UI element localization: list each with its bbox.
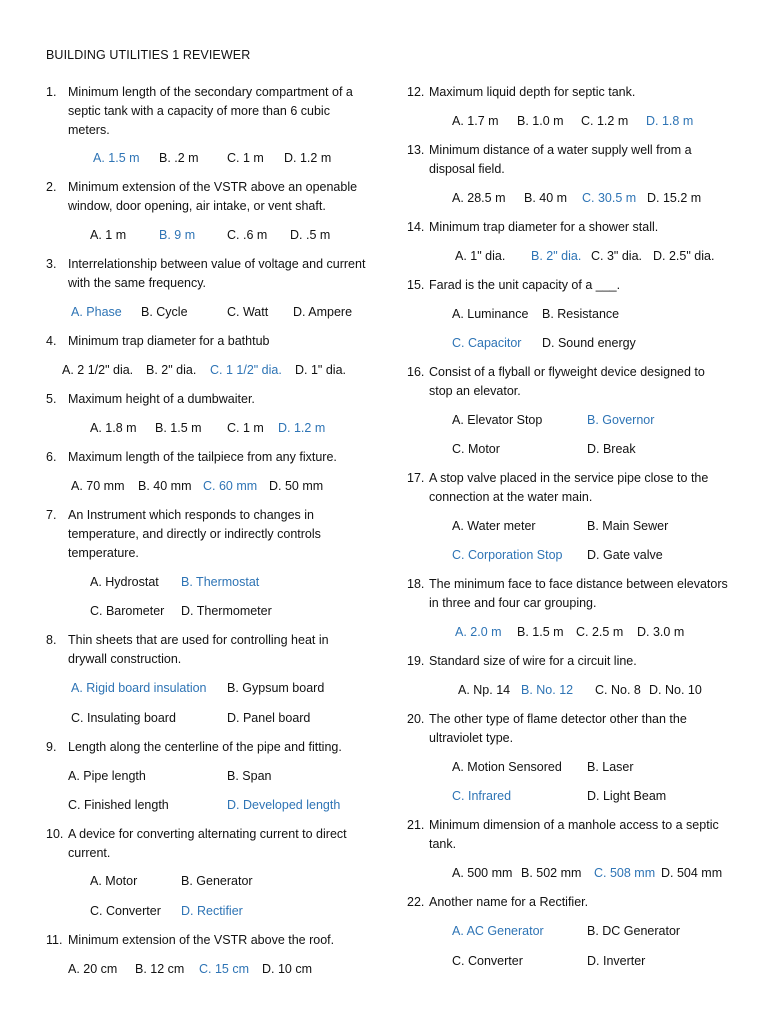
question-20 bbox=[407, 710, 729, 748]
option-c-answer: C. 15 cm bbox=[199, 962, 250, 976]
option-c: C. No. 8 bbox=[595, 683, 641, 697]
question-number: 11. bbox=[46, 933, 63, 947]
option-a-answer: A. AC Generator bbox=[452, 924, 544, 938]
question-2 bbox=[46, 178, 368, 216]
question-22 bbox=[407, 893, 729, 912]
question-number: 13. bbox=[407, 143, 425, 157]
question-text: Another name for a Rectifier. bbox=[429, 895, 589, 909]
option-c-answer: C. 30.5 m bbox=[582, 191, 637, 205]
option-b: B. 2" dia. bbox=[146, 363, 197, 377]
question-text: Thin sheets that are used for controlling heat in drywall construction. bbox=[68, 633, 329, 666]
question-text: Minimum length of the secondary compartment of a septic tank with a capacity of more than 6 cubic meters. bbox=[68, 85, 353, 137]
option-c: C. Barometer bbox=[90, 604, 165, 618]
question-9 bbox=[46, 738, 368, 757]
option-a: A. Water meter bbox=[452, 519, 536, 533]
option-c: C. 1.2 m bbox=[581, 114, 629, 128]
question-4 bbox=[46, 332, 368, 351]
question-10 bbox=[46, 825, 368, 863]
question-number: 21. bbox=[407, 818, 425, 832]
question-text: Minimum trap diameter for a shower stall. bbox=[429, 220, 659, 234]
question-text: The other type of flame detector other than the ultraviolet type. bbox=[429, 712, 687, 745]
option-a: A. 1 m bbox=[90, 228, 127, 242]
option-d: D. 10 cm bbox=[262, 962, 313, 976]
option-a: A. Np. 14 bbox=[458, 683, 511, 697]
option-d: D. 1" dia. bbox=[295, 363, 346, 377]
question-8 bbox=[46, 631, 368, 669]
option-d: D. No. 10 bbox=[649, 683, 702, 697]
option-c: C. 1 m bbox=[227, 421, 264, 435]
option-d: D. .5 m bbox=[290, 228, 331, 242]
option-d: D. Light Beam bbox=[587, 789, 667, 803]
option-c: C. 1 m bbox=[227, 151, 264, 165]
question-number: 2. bbox=[46, 180, 57, 194]
question-text: Maximum height of a dumbwaiter. bbox=[68, 392, 255, 406]
option-d: D. Break bbox=[587, 442, 636, 456]
option-b-answer: B. 2" dia. bbox=[531, 249, 582, 263]
option-a: A. Motion Sensored bbox=[452, 760, 562, 774]
question-text: A device for converting alternating current to direct current. bbox=[68, 827, 347, 860]
option-a: A. 70 mm bbox=[71, 479, 125, 493]
option-b: B. .2 m bbox=[159, 151, 199, 165]
option-a: A. 28.5 m bbox=[452, 191, 506, 205]
option-c: C. Watt bbox=[227, 305, 269, 319]
question-12 bbox=[407, 83, 729, 102]
option-b-answer: B. 9 m bbox=[159, 228, 196, 242]
option-a-answer: A. Phase bbox=[71, 305, 122, 319]
option-c: C. Motor bbox=[452, 442, 500, 456]
option-b: B. 502 mm bbox=[521, 866, 582, 880]
option-c: C. 3" dia. bbox=[591, 249, 642, 263]
question-text: Standard size of wire for a circuit line. bbox=[429, 654, 637, 668]
option-b: B. Resistance bbox=[542, 307, 620, 321]
option-a-answer: A. 1.5 m bbox=[93, 151, 140, 165]
option-a: A. Hydrostat bbox=[90, 575, 159, 589]
question-16 bbox=[407, 363, 729, 401]
question-number: 7. bbox=[46, 508, 57, 522]
question-text: Minimum extension of the VSTR above the roof. bbox=[68, 933, 335, 947]
question-text: Farad is the unit capacity of a ___. bbox=[429, 278, 621, 292]
question-text: Minimum distance of a water supply well from a disposal field. bbox=[429, 143, 692, 176]
option-a: A. Luminance bbox=[452, 307, 529, 321]
option-c-answer: C. 60 mm bbox=[203, 479, 258, 493]
question-number: 14. bbox=[407, 220, 425, 234]
question-14 bbox=[407, 218, 729, 237]
option-a: A. 20 cm bbox=[68, 962, 118, 976]
question-text: Minimum dimension of a manhole access to a septic tank. bbox=[429, 818, 719, 851]
option-a: A. 1" dia. bbox=[455, 249, 506, 263]
question-number: 16. bbox=[407, 365, 425, 379]
question-number: 20. bbox=[407, 712, 425, 726]
option-b: B. 1.5 m bbox=[517, 625, 564, 639]
option-c-answer: C. 508 mm bbox=[594, 866, 656, 880]
option-a: A. 500 mm bbox=[452, 866, 513, 880]
option-c: C. Insulating board bbox=[71, 711, 176, 725]
option-b: B. Span bbox=[227, 769, 272, 783]
option-d-answer: D. 1.8 m bbox=[646, 114, 694, 128]
option-d-answer: D. Rectifier bbox=[181, 904, 243, 918]
question-3 bbox=[46, 255, 368, 293]
option-d: D. Panel board bbox=[227, 711, 311, 725]
question-17 bbox=[407, 469, 729, 507]
question-6 bbox=[46, 448, 368, 467]
question-18 bbox=[407, 575, 729, 613]
option-a: A. Motor bbox=[90, 874, 138, 888]
option-c-answer: C. Corporation Stop bbox=[452, 548, 563, 562]
option-b: B. 40 mm bbox=[138, 479, 192, 493]
question-19 bbox=[407, 652, 729, 671]
question-number: 4. bbox=[46, 334, 57, 348]
option-c: C. Converter bbox=[90, 904, 161, 918]
question-5 bbox=[46, 390, 368, 409]
question-number: 22. bbox=[407, 895, 425, 909]
option-b: B. Cycle bbox=[141, 305, 188, 319]
option-d: D. Sound energy bbox=[542, 336, 636, 350]
option-a: A. Pipe length bbox=[68, 769, 146, 783]
option-b: B. 40 m bbox=[524, 191, 568, 205]
option-d: D. Gate valve bbox=[587, 548, 663, 562]
question-text: The minimum face to face distance between elevators in three and four car grouping. bbox=[429, 577, 728, 610]
option-d: D. 15.2 m bbox=[647, 191, 702, 205]
option-b: B. 1.5 m bbox=[155, 421, 202, 435]
question-15 bbox=[407, 276, 729, 295]
question-7 bbox=[46, 506, 368, 563]
question-text: Length along the centerline of the pipe and fitting. bbox=[68, 740, 342, 754]
option-d: D. Inverter bbox=[587, 954, 646, 968]
option-b-answer: B. Thermostat bbox=[181, 575, 260, 589]
question-number: 6. bbox=[46, 450, 57, 464]
question-text: Interrelationship between value of voltage and current with the same frequency. bbox=[68, 257, 366, 290]
question-number: 18. bbox=[407, 577, 425, 591]
option-a: A. Elevator Stop bbox=[452, 413, 543, 427]
question-number: 1. bbox=[46, 85, 57, 99]
option-a-answer: A. 2.0 m bbox=[455, 625, 502, 639]
page-title: BUILDING UTILITIES 1 REVIEWER bbox=[46, 48, 251, 62]
question-13 bbox=[407, 141, 729, 179]
option-b: B. Generator bbox=[181, 874, 253, 888]
question-number: 5. bbox=[46, 392, 57, 406]
option-b: B. DC Generator bbox=[587, 924, 681, 938]
question-11 bbox=[46, 931, 368, 950]
option-b-answer: B. No. 12 bbox=[521, 683, 574, 697]
option-d: D. 2.5" dia. bbox=[653, 249, 715, 263]
question-21 bbox=[407, 816, 729, 854]
option-d-answer: D. Developed length bbox=[227, 798, 341, 812]
question-text: Maximum liquid depth for septic tank. bbox=[429, 85, 636, 99]
option-c: C. Converter bbox=[452, 954, 523, 968]
option-d: D. 1.2 m bbox=[284, 151, 332, 165]
question-number: 12. bbox=[407, 85, 425, 99]
option-b: B. Gypsum board bbox=[227, 681, 325, 695]
question-text: Minimum extension of the VSTR above an openable window, door opening, air intake, or vent shaft. bbox=[68, 180, 358, 213]
option-a: A. 1.7 m bbox=[452, 114, 499, 128]
option-c-answer: C. 1 1/2" dia. bbox=[210, 363, 282, 377]
question-number: 8. bbox=[46, 633, 57, 647]
option-c: C. Finished length bbox=[68, 798, 169, 812]
option-d-answer: D. 1.2 m bbox=[278, 421, 326, 435]
question-text: Maximum length of the tailpiece from any fixture. bbox=[68, 450, 337, 464]
option-c-answer: C. Infrared bbox=[452, 789, 512, 803]
option-d: D. 50 mm bbox=[269, 479, 324, 493]
question-number: 15. bbox=[407, 278, 425, 292]
question-text: A stop valve placed in the service pipe close to the connection at the water main. bbox=[429, 471, 709, 504]
question-number: 9. bbox=[46, 740, 57, 754]
question-1 bbox=[46, 83, 358, 140]
option-d: D. Thermometer bbox=[181, 604, 272, 618]
question-text: Consist of a flyball or flyweight device designed to stop an elevator. bbox=[429, 365, 705, 398]
option-b: B. Main Sewer bbox=[587, 519, 669, 533]
option-a: A. 1.8 m bbox=[90, 421, 137, 435]
option-c: C. .6 m bbox=[227, 228, 268, 242]
question-number: 3. bbox=[46, 257, 57, 271]
option-d: D. 504 mm bbox=[661, 866, 723, 880]
question-number: 19. bbox=[407, 654, 425, 668]
option-d: D. Ampere bbox=[293, 305, 353, 319]
question-number: 17. bbox=[407, 471, 425, 485]
option-a-answer: A. Rigid board insulation bbox=[71, 681, 207, 695]
question-number: 10. bbox=[46, 827, 64, 841]
question-text: An Instrument which responds to changes in temperature, and directly or indirectly controls temperature. bbox=[68, 508, 321, 560]
option-a: A. 2 1/2" dia. bbox=[62, 363, 134, 377]
question-text: Minimum trap diameter for a bathtub bbox=[68, 334, 270, 348]
option-b-answer: B. Governor bbox=[587, 413, 655, 427]
option-c: C. 2.5 m bbox=[576, 625, 624, 639]
option-b: B. 12 cm bbox=[135, 962, 185, 976]
option-b: B. Laser bbox=[587, 760, 634, 774]
option-d: D. 3.0 m bbox=[637, 625, 685, 639]
option-c-answer: C. Capacitor bbox=[452, 336, 522, 350]
option-b: B. 1.0 m bbox=[517, 114, 564, 128]
